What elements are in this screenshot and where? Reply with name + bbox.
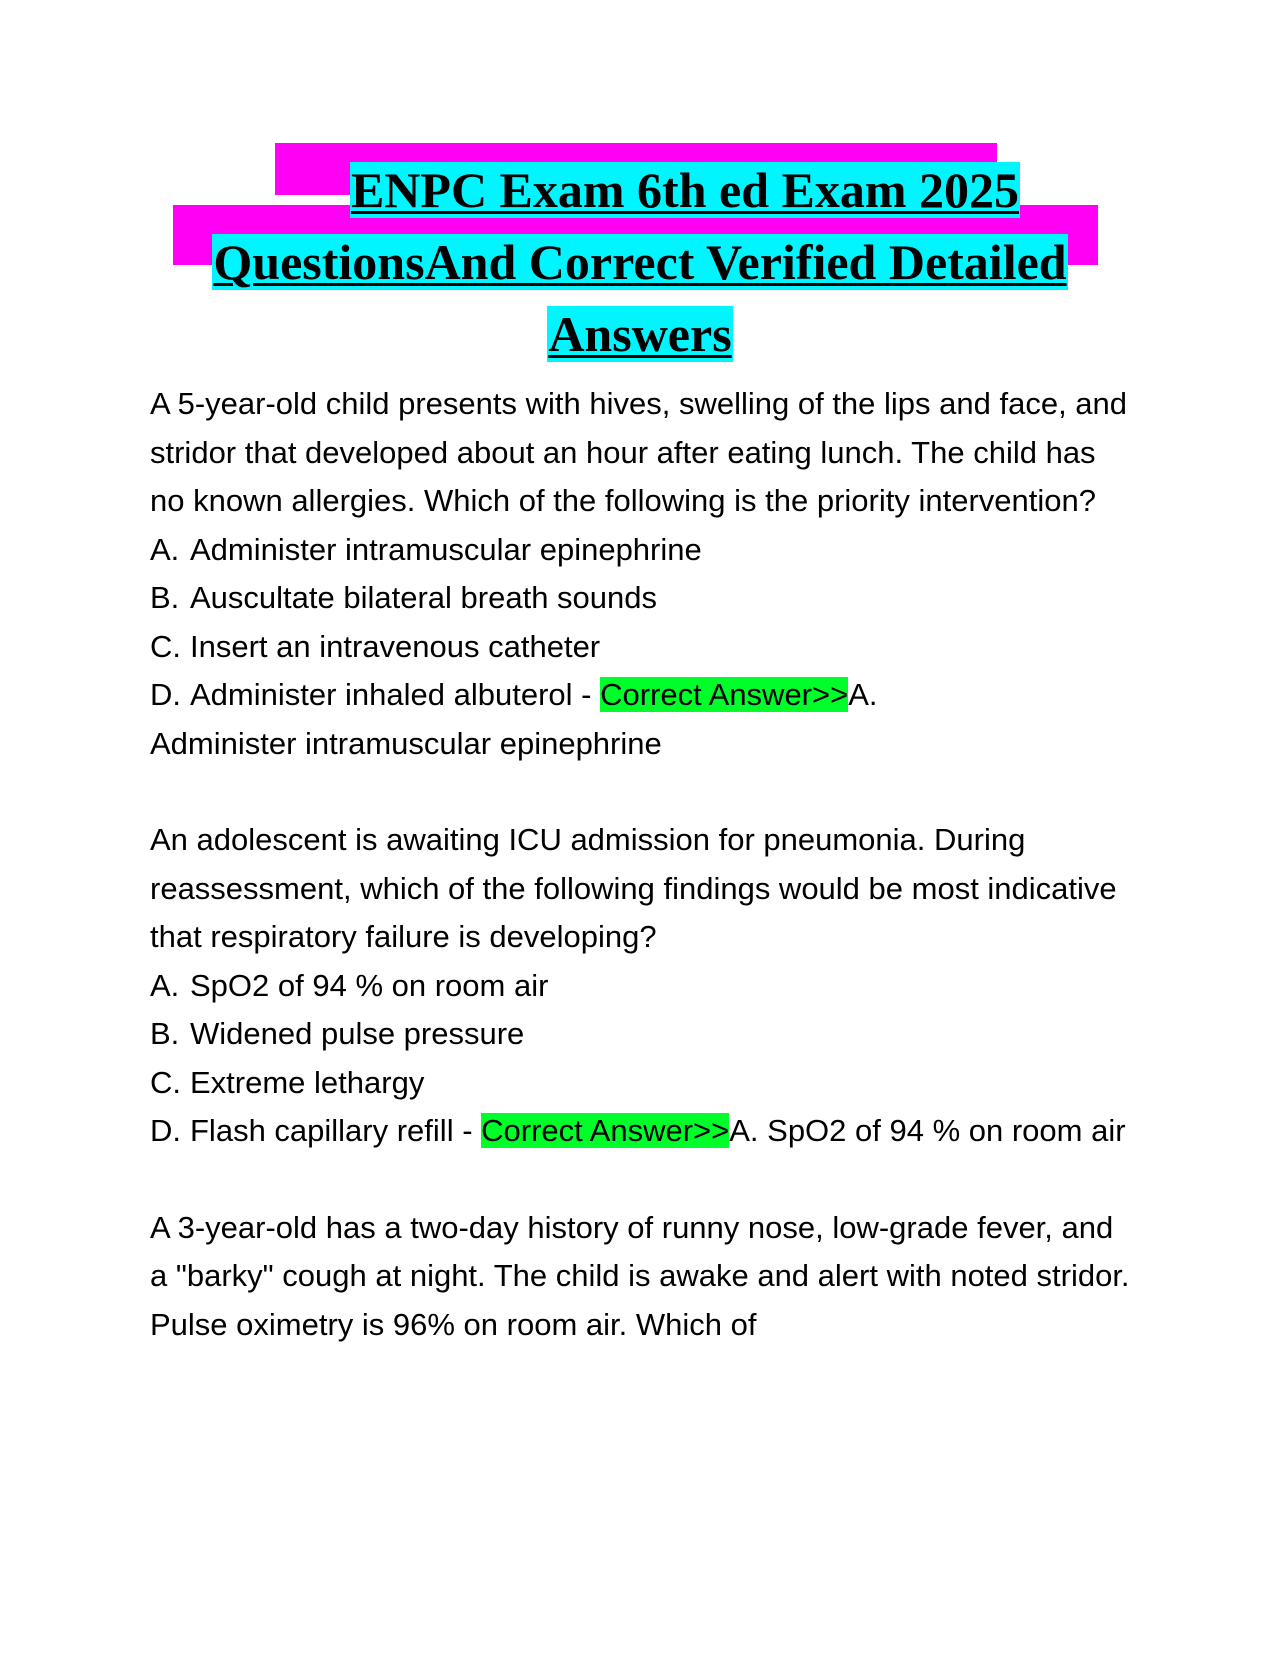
correct-answer-inline: A. SpO2 of 94 % on room air xyxy=(729,1113,1126,1148)
option-text: Administer inhaled albuterol - xyxy=(190,677,601,712)
option-b xyxy=(150,1010,1130,1059)
option-letter: D. xyxy=(150,677,181,712)
page-title-line-2: QuestionsAnd Correct Verified Detailed xyxy=(213,234,1067,290)
option-text: Auscultate bilateral breath sounds xyxy=(190,580,658,615)
option-c xyxy=(150,1059,1130,1108)
page-title-line-3: Answers xyxy=(548,306,732,362)
option-list xyxy=(150,962,1130,1156)
option-a xyxy=(150,962,1130,1011)
option-letter: A. xyxy=(150,531,180,567)
question-2 xyxy=(150,816,1130,1156)
option-list xyxy=(150,526,1130,720)
question-text: A 5-year-old child presents with hives, swelling of the lips and face, and stridor that developed about an hour after eating lunch. The child has no known allergies. Which of the following is the priority intervention? xyxy=(150,386,1128,518)
option-text: Extreme lethargy xyxy=(190,1064,425,1100)
question-text: An adolescent is awaiting ICU admission for pneumonia. During reassessment, which of the following findings would be most indicative that respiratory failure is developing? xyxy=(150,822,1117,954)
correct-answer-label: Correct Answer>> xyxy=(600,677,849,712)
option-text: Flash capillary refill - xyxy=(190,1113,482,1148)
page-title-line-1: ENPC Exam 6th ed Exam 2025 xyxy=(350,162,1020,218)
question-text: A 3-year-old has a two-day history of runny nose, low-grade fever, and a "barky" cough at night. The child is awake and alert with noted stridor. Pulse oximetry is 96% on room air. Which of xyxy=(150,1209,1130,1342)
option-letter: C. xyxy=(150,1064,181,1100)
option-letter: B. xyxy=(150,580,180,615)
option-text: SpO2 of 94 % on room air xyxy=(190,967,549,1003)
option-letter: D. xyxy=(150,1113,181,1148)
correct-answer-continued: Administer intramuscular epinephrine xyxy=(150,725,662,761)
paragraph-gap xyxy=(150,768,1130,816)
paragraph-gap xyxy=(150,1156,1130,1204)
option-text: Insert an intravenous catheter xyxy=(190,628,601,664)
option-d xyxy=(150,671,1130,720)
option-text: Administer intramuscular epinephrine xyxy=(190,531,702,567)
correct-answer-inline: A. xyxy=(848,677,878,712)
document-body xyxy=(150,380,1130,1349)
option-letter: C. xyxy=(150,628,181,664)
correct-answer-label: Correct Answer>> xyxy=(481,1113,730,1148)
option-text-with-answer xyxy=(190,1107,1130,1156)
option-c xyxy=(150,623,1130,672)
option-a xyxy=(150,526,1130,575)
option-b xyxy=(150,574,1130,623)
option-d xyxy=(150,1107,1130,1156)
option-text-with-answer xyxy=(190,671,1130,720)
option-text: Widened pulse pressure xyxy=(190,1016,525,1051)
question-1 xyxy=(150,380,1130,768)
option-letter: A. xyxy=(150,967,180,1003)
option-letter: B. xyxy=(150,1016,180,1051)
title-block xyxy=(0,0,1280,380)
question-3 xyxy=(150,1204,1130,1350)
